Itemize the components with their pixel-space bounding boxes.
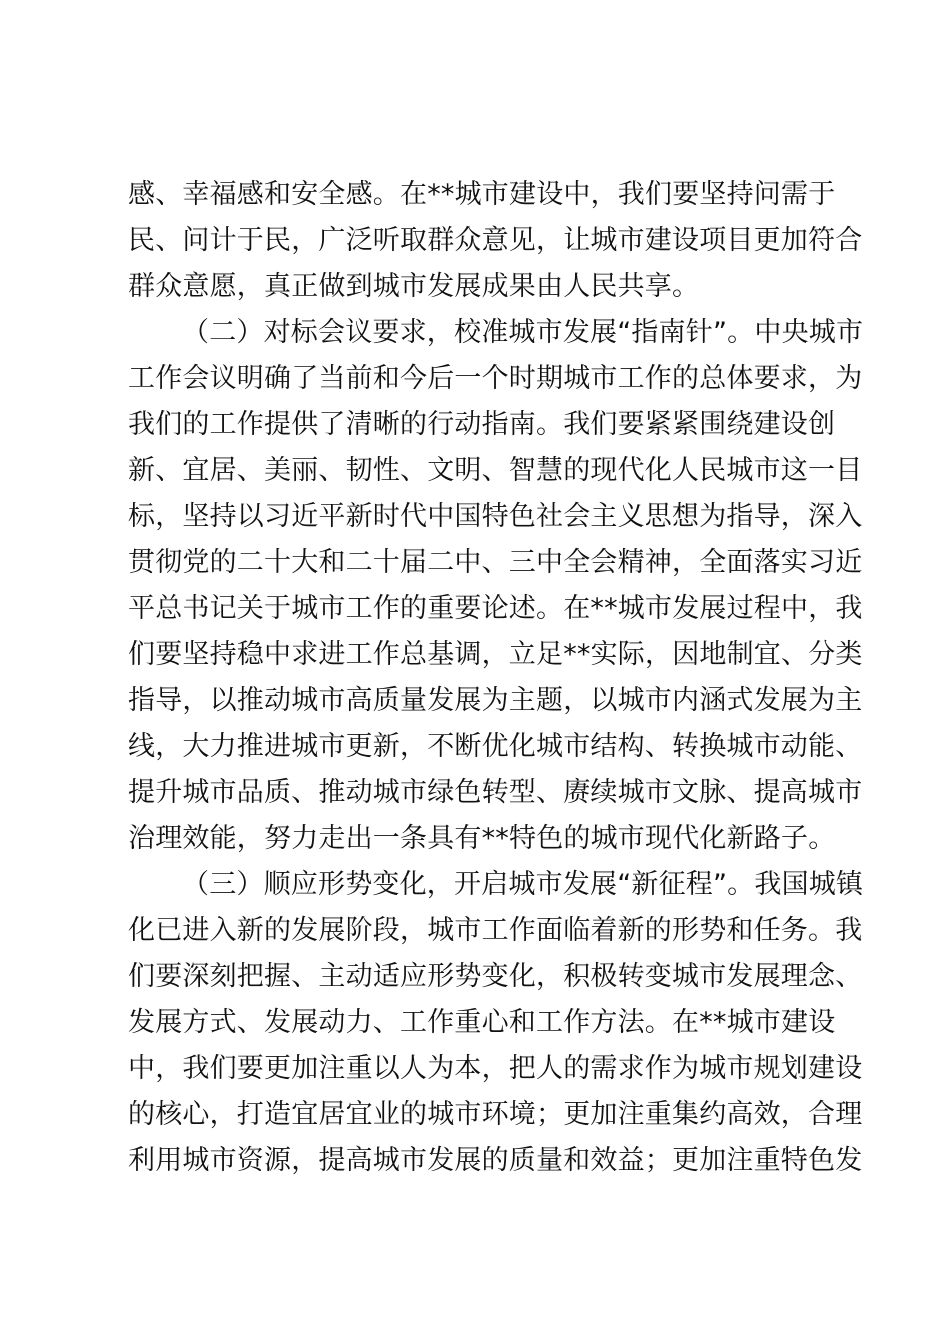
section-heading-line: （三）顺应形势变化，开启城市发展“新征程”。我国城镇 <box>182 869 864 900</box>
text-line: 标，坚持以习近平新时代中国特色社会主义思想为指导，深入 <box>128 501 863 532</box>
text-line: 的核心，打造宜居宜业的城市环境；更加注重集约高效，合理 <box>128 1099 863 1130</box>
text-line: 们要深刻把握、主动适应形势变化，积极转变城市发展理念、 <box>128 961 863 992</box>
text-line: 指导，以推动城市高质量发展为主题，以城市内涵式发展为主 <box>128 685 863 716</box>
text-line: 平总书记关于城市工作的重要论述。在**城市发展过程中，我 <box>128 593 863 624</box>
text-line: 中，我们要更加注重以人为本，把人的需求作为城市规划建设 <box>128 1053 863 1084</box>
text-line: 民、问计于民，广泛听取群众意见，让城市建设项目更加符合 <box>128 225 863 256</box>
text-line: 们要坚持稳中求进工作总基调，立足**实际，因地制宜、分类 <box>128 639 863 670</box>
text-line: 线，大力推进城市更新，不断优化城市结构、转换城市动能、 <box>128 731 863 762</box>
text-line: 感、幸福感和安全感。在**城市建设中，我们要坚持问需于 <box>128 179 836 210</box>
text-line: 化已进入新的发展阶段，城市工作面临着新的形势和任务。我 <box>128 915 863 946</box>
text-line: 我们的工作提供了清晰的行动指南。我们要紧紧围绕建设创 <box>128 409 836 440</box>
text-line: 工作会议明确了当前和今后一个时期城市工作的总体要求，为 <box>128 363 863 394</box>
text-line: 新、宜居、美丽、韧性、文明、智慧的现代化人民城市这一目 <box>128 455 863 486</box>
text-line: 利用城市资源，提高城市发展的质量和效益；更加注重特色发 <box>128 1145 863 1176</box>
text-line: 提升城市品质、推动城市绿色转型、赓续城市文脉、提高城市 <box>128 777 863 808</box>
text-line: 治理效能，努力走出一条具有**特色的城市现代化新路子。 <box>128 823 836 854</box>
text-line: 贯彻党的二十大和二十届二中、三中全会精神，全面落实习近 <box>128 547 863 578</box>
text-line: 发展方式、发展动力、工作重心和工作方法。在**城市建设 <box>128 1007 836 1038</box>
section-heading-line: （二）对标会议要求，校准城市发展“指南针”。中央城市 <box>182 317 864 348</box>
body-text <box>128 172 864 1184</box>
text-line: 群众意愿，真正做到城市发展成果由人民共享。 <box>128 271 700 302</box>
